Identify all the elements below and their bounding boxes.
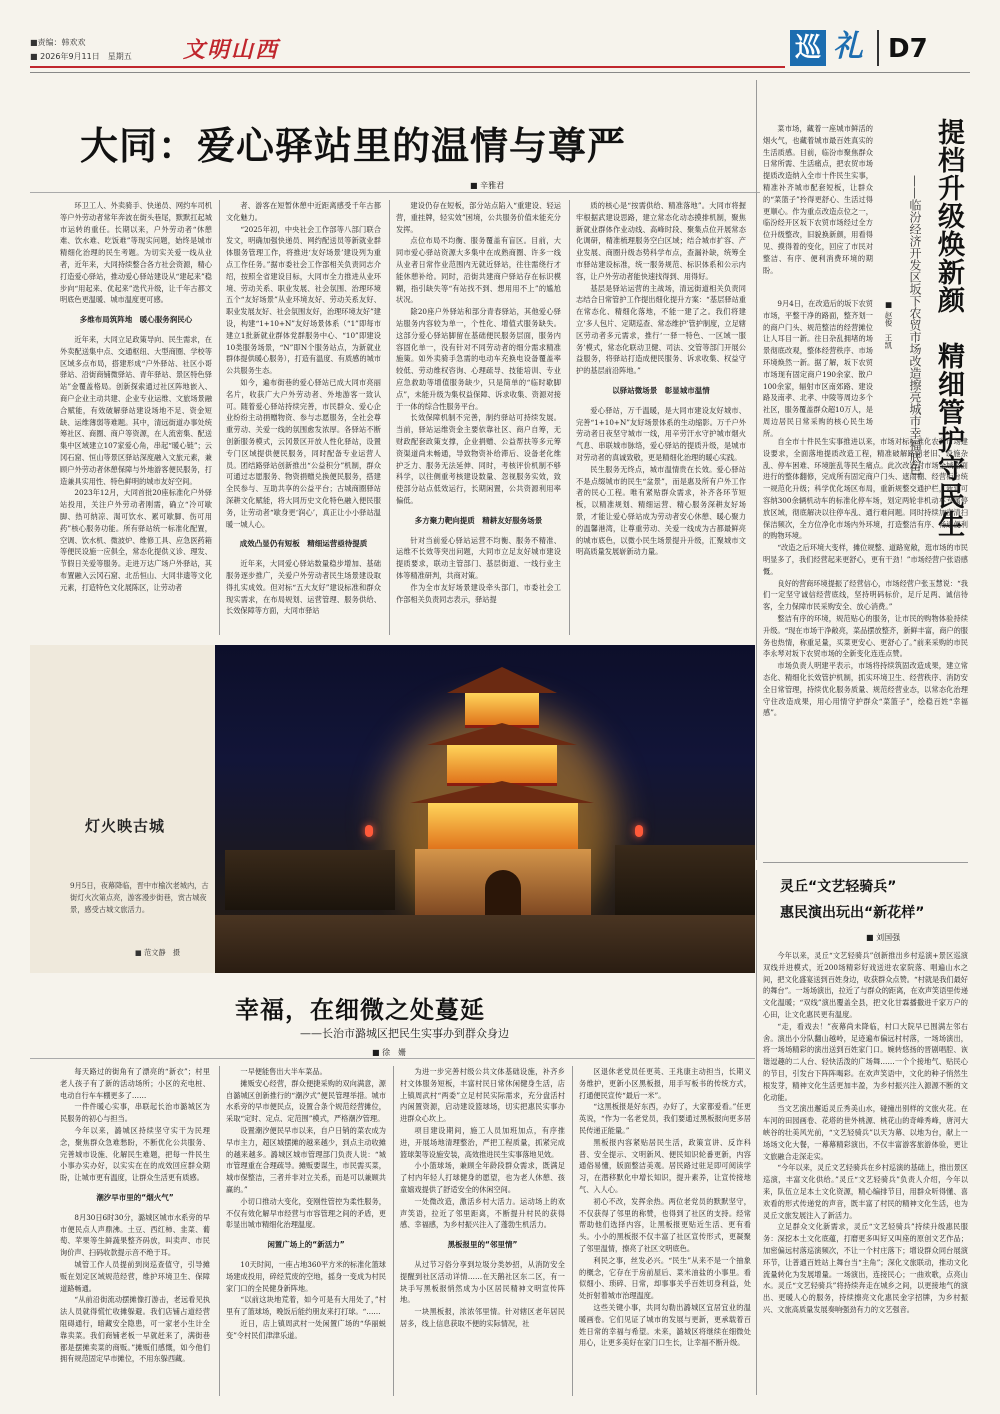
issue-date: ■ 2026年9月11日 星期五: [30, 52, 132, 61]
article3-para: 立足群众文化新需求，灵丘“文艺轻骑兵”持续升级惠民服务：深挖本土文化底蕴，打磨更多叫好又叫座的原创文艺作品；加密偏远村落巡演频次，不让一个村庄落下；增设群众同台展演环节，让普通百姓站上舞台当“主角”；深化文旅联动，推动文化流量转化为发展增量。一场演出，连接民心；一曲欢歌，点亮山水。灵丘“文艺轻骑兵”将持续奔走在城乡之间，以更接地气的演出、更暖人心的服务，持续擦亮文化惠民金字招牌，为乡村振兴、文旅高质量发展奏响强劲有力的文艺强音。: [763, 1222, 968, 1314]
section-mark-b: 礼: [833, 29, 863, 64]
sidebar-subtitle: ——临汾经济开发区坂下农贸市场改造擦亮城市幸福底色: [908, 175, 922, 475]
article2-subtitle: ——长治市潞城区把民生实事办到群众身边: [300, 1027, 509, 1040]
article2-col2-para: 近日，店上镇周武村一处闲置广场的“华丽蜕变”令村民们津津乐道。: [226, 1318, 386, 1340]
article3-title-line2: 惠民演出玩出“新花样”: [780, 905, 925, 921]
article1-col1-para: 近年来，大同立足政策导向、民生需求，在外卖配送集中点、交通枢纽、大型商圈、学校等区域多点布局，搭建形成“户外驿站、社区小哥驿站、沿街商铺微驿站、青年驿站、景区特色驿站”金覆盖格局。创新探索通过社区阵地嵌入、商户企业主动共建、企业专业运维、文旅场景融合赋能，有效破解驿站建设场地不足、资金短缺、运维薄弱等难题。其中，清远街道办事处统筹社区、商圈、商户等资源，在人流密集、配送集中区域建立107家爱心角，串起“暖心链”；云冈石窟、恒山等景区驿站深度融入文旅元素，兼顾户外劳动者休憩保障与外地游客便民服务，打造兼具实用性、特色鲜明的城市友好空间。: [60, 334, 212, 486]
article2-col3: [400, 1066, 565, 1396]
article1-col3-para: 点位布局不均衡、服务覆盖有盲区。目前，大同市爱心驿站资源大多集中在成熟商圈、许多一线从业者日常作业范围内无就近驿站，往往需绕行才能休憩补给。同时，沿街共建商户驿站存在标识模糊，指引缺失等“有站找不到、想用用不上”的尴尬状况。: [396, 236, 561, 305]
sidebar-para: “改造之后环境大变样，摊位规整、道路宽敞，逛市场的市民明显多了，我们经营起来更舒心，更有干劲！”市场经营户张语感慨。: [763, 543, 968, 576]
article2-col2-para: 摊贩安心经营，群众便捷采购的双向满意，源自潞城区创新推行的“潮汐式”便民管理举措。城市水系旁的早市便民点，设置合条个规范经营摊位，采取“定时、定点、定范围”模式，严格潮汐管理。: [226, 1078, 386, 1124]
article2-col2-para: 一早便能售出大半车菜品。: [240, 1067, 327, 1076]
article2-col3-para: 从过节习俗分享到垃圾分类妙招，从消防安全提醒到社区活动详情……在天鹅社区东二区，有一块手写黑板报悄然成为小区居民精神文明宣传阵地。: [400, 1259, 565, 1305]
article2-col3-para: 为进一步完善村级公共文体基础设施，补齐乡村文体服务短板，丰富村民日常休闲健身生活，店上镇周武村“两委”立足村民实际需求，充分盘活村内闲置资源，启动建设篮球场，切实把惠民实事办进群众心坎上。: [400, 1067, 565, 1124]
editor-credit: ■责编：韩欢欢: [30, 38, 86, 47]
article2-subhead-2: 闲置广场上的“新活力”: [267, 1240, 345, 1250]
article1-author: ■ 辛雅君: [470, 181, 505, 190]
article1-col2: [226, 200, 381, 635]
article1-subhead-3: 多方聚力靶向提质 精耕友好服务场景: [414, 515, 543, 525]
sidebar-col-c: [763, 436, 968, 856]
article2-col3-para: 项目建设期间，施工人员加班加点，有序推进，开展场地清理整治，严把工程质量，抓紧完成篮球架等设施安装，高效推进民生实事落地见效。: [400, 1125, 565, 1159]
sidebar-col-a: [763, 123, 873, 291]
article2-subhead-1: 潮汐早市里的“烟火气”: [96, 1192, 174, 1202]
article2-col2-para: “以前这块地荒着，如今可是有大用处了，”村里有了篮球场，晚饭后能约朋友来打打球。“……: [226, 1295, 386, 1317]
article2-subhead-3: 黑板报里的“邻里情”: [447, 1240, 518, 1250]
article2-col4-para: 黑板报内容紧贴居民生活，政策宣讲、反诈科普、安全提示、文明新风、便民知识轮番更新，内容通俗易懂，版面整洁美观。居民路过驻足即可阅读学习，在潜移默化中增长知识，提升素养，让宣传接地气、入人心。: [579, 1137, 751, 1194]
article2-title: 幸福，在细微之处蔓延: [235, 996, 485, 1024]
article2-col4: [579, 1066, 751, 1396]
photo-title: 灯火映古城: [85, 817, 166, 835]
article2-col4-para: 初心不改，发挥余热。两位老党员的默默坚守，不仅获得了邻里的称赞，也得到了社区的支持。经常帮助他们选择内容，让黑板报更贴近生活、更有看头。小小的黑板报不仅丰富了社区宣传形式，更凝聚了邻里温情，擦亮了社区文明底色。: [579, 1196, 751, 1253]
article2-col1-para: 今年以来，潞城区持续坚守实干为民理念，聚焦群众急难愁盼，不断优化公共服务、完善城市设施、化解民生难题，把每一件民生小事办实办好，以实实在在的成效回应群众期盼，让城市更有温度，让群众生活更有质感。: [60, 1125, 210, 1183]
article1-col2-para: 如今，遍布街巷的爱心驿站已成大同市亮丽名片，收获广大户外劳动者、外地游客一致认可。随着爱心驿站持续完善，市民群众、爱心企业纷纷主动捐赠物资、参与志愿服务，全社会尊重劳动、关爱一线的氛围愈发浓厚。各驿站不断创新服务模式，云冈景区开放人性化驿站，设置专门区域提供便民服务，同时配备专业运营人员。团结路驿站创新推出“公益积分”机制，群众可通过志愿服务、物资捐赠兑换便民服务，搭建全民参与、互助共享的公益平台；古城商圈驿站深耕文化赋能，将大同历史文化特色融入便民服务，让劳动者“歇身更‘润心’，真正让小小驿站温暖一城人心。: [226, 377, 381, 529]
photo-caption: 9月5日，夜幕降临，晋中市榆次老城内，古街灯火次第点亮，游客漫步街巷，赏古城夜景，感受古城文旅活力。: [70, 881, 209, 914]
article3-title-line1: 灵丘“文艺轻骑兵”: [780, 879, 897, 895]
article1-col4-para: 爱心驿站，万千温暖，是大同市建设友好城市、完善“1+10+N”友好场景体系的生动缩影。万千户外劳动者日夜坚守城市一线，用辛劳汗水守护城市烟火气息、串联城市脉络，爱心驿站的提质升级，是城市对劳动者的真诚致敬，更是精细化治理的暖心实践。: [576, 405, 746, 462]
article1-col4-para: 基层是驿站运营的主战场，清远街道相关负责同志结合日常管护工作提出细化提升方案：“基层驿站重在常态化、精细化落地，不能一建了之。我们将建立‘多人包片、定期巡查、常态维护’管护制度，立足辖区劳动者多元需求，推行‘一驿一特色、一区域一服务’模式，常态化联动卫健、司法、交管等部门开展公益服务，将驿站打造成便民服务、诉求收集、权益守护的基层前沿阵地。”: [576, 283, 746, 376]
article1-subhead-2: 成效凸显仍有短板 精细运营亟待提质: [239, 539, 368, 549]
article1-col3-para: 作为全市友好场景建设牵头部门，市委社会工作部相关负责同志表示，驿站提: [396, 582, 561, 604]
page-number: D7: [888, 34, 928, 64]
article2-col2-para: 小切口推动大变化，变刚性管控为柔性服务，不仅有效化解早市经营与市容管理之间的矛盾，更彰显出城市精细化治理温度。: [226, 1196, 386, 1230]
article1-title: 大同：爱心驿站里的温情与尊严: [80, 124, 627, 168]
article1-col4-para: 质的核心是“按需供给、精准落地”。大同市将握牢根据武建设思路，建立常态化动态摸排机制，聚焦新就业群体作业动线、高峰时段、聚集点位开展常态化调研，精准梳理服务空白区域；结合城市扩容、产业发展、商圈升级态势科学布点，查漏补缺，统筹全市驿站建设标准，统一服务规范、标识体系和公示内容，让户外劳动者能快速找得到、用得好。: [576, 201, 746, 281]
article3-author: ■ 刘国强: [866, 933, 901, 942]
article1-col3: [396, 200, 561, 635]
article2-col3-para: 一块黑板报，浓浓邻里情。针对辖区老年居民居多，线上信息获取不便的实际情况，社: [400, 1307, 565, 1328]
article2-col3-para: 一处微改造，激活乡村大活力。运动场上的欢声笑语，拉近了邻里距离，不断提升村民的获得感、幸福感，为乡村振兴注入了蓬勃生机活力。: [400, 1196, 565, 1230]
article3-col: [763, 950, 968, 1380]
sidebar-para: 9月4日，在改造后的坂下农贸市场，平整干净的路面，整齐划一的商户门头、规范整洁的经营摊位让人耳目一新。往日杂乱拥堵的场景彻底改观，整体经营秩序、市场环境焕然一新。据了解，坂下农贸市场现有固定商户190余家、散户100余家，辐射市区南郊路、建设路及南孝、北孝、中陵等周边多个社区，服务覆盖群众超10万人，是周边居民日常采购的核心民生场所。: [763, 299, 873, 438]
article2-col4-para: 区退休老党员任更英、王兆康主动担当，长期义务维护，更新小区黑板报，用手写板书的传统方式，打通便民宣传“最后一米”。: [579, 1067, 751, 1100]
article2-col1-para: “从前沿街流动摆摊像打游击，老远看见执法人员就得慌忙收摊躲避。我们店铺占道经营阻碍通行，暗藏安全隐患，可一家老小生计全靠卖菜。我们商铺老板一早就赶来了，满街巷都是摆摊卖菜的商贩。”摊贩们感慨，如今他们拥有规范固定早市摊位，不用东躲西藏。: [60, 1295, 210, 1364]
article2-col1-para: 城管工作人员提前到岗巡查值守，引导摊贩在划定区域规范经营，维护环境卫生、保障道路畅通。: [60, 1259, 210, 1293]
sidebar-para: 整洁有序的环境，规范贴心的服务，让市民的购物体验持续升级。“现在市场干净敞亮，菜品摆放整齐，新鲜丰富，商户的服务也热情，称重足量，买菜更安心、更舒心了。”前来采购的市民李永琴对坂下农贸市场的全新变化连连点赞。: [763, 613, 968, 659]
article2-col4-para: 这些关键小事，共同勾勒出潞城区宜居宜业的温暖画卷。它们见证了城市的发展与更新，更承载着百姓日常的幸福与希望。未来，潞城区将继续在细微处用心，让更多美好在家门口生长，让幸福不断升级。: [579, 1302, 751, 1348]
article3-para: “走，看戏去！”夜幕尚未降临，村口大院早已围满左邻右舍。演出小分队翻山越岭，足迹遍布偏远村村落，一场场演出，将一场场精彩的演出送到百姓家门口。婉转悠扬的晋剧唱腔、诙谐逗趣的二人台、轻快活泼的广场舞……一个个接地气、贴民心的节目，引发台下阵阵喝彩。在欢声笑语中，文化的种子悄然生根发芽，精神文化生活更加丰盈，为乡村振兴注入源源不断的文化动能。: [763, 1021, 968, 1102]
sidebar-author: ■ 赵俊 王凯: [884, 300, 893, 349]
section-mark-a: 巡: [790, 30, 826, 66]
article2-author: ■ 徐 姗: [372, 1048, 407, 1057]
sidebar-title: 提档升级焕新颜 精细管护守民生: [933, 118, 964, 538]
article1-col3-para: 除20座户外驿站和部分青春驿站，其他爱心驿站服务内容较为单一，个性化、增值式服务缺失。这部分爱心驿站脚留在基础便民服务层面，服务内容固化单一，没有针对不同劳动者的细分需求精准施策。如外卖骑手急需的电动车充换电设备覆盖率较低、劳动维权咨询、心理疏导、技能培训、专业应急救助等增值服务缺少，只是简单的“临时歇脚点”，未能升级为集权益保障、诉求收集、资源对接于一体的综合性服务平台。: [396, 307, 561, 411]
article1-col4: [576, 200, 746, 635]
article2-col1: [60, 1066, 210, 1396]
article1-subhead-4: 以驿站微场景 彰显城市温情: [612, 385, 710, 395]
article1-col1-para: 环卫工人、外卖骑手、快递员、网约车司机等户外劳动者常年奔波在街头巷尾，默默扛起城市运转的重任。长期以来，户外劳动者“休憩难、饮水难、吃饭难”等现实问题，始终是城市精细化治理的民生考题。为切实关爱一线从业者，近年来，大同持续整合各方社会资源，精心打造爱心驿站，推动爱心驿站建设从“建起来”稳步向“用起来、优起来”迭代升级，让千年古都文明底色更温暖、城市温度更可感。: [60, 201, 212, 305]
brand-logo: 文明山西: [183, 37, 280, 63]
article1-col2-para: 者、游客在短暂休憩中近距离感受千年古都文化魅力。: [226, 201, 381, 222]
sidebar-para: 自全市十件民生实事推进以来，市场对标标准化农贸市场建设要求，全面落地提质改造工程，精准破解路面老旧、设施杂乱、停车困难、环境脏乱等民生痛点。此次改造对市场全域路面进行的整体翻修，完成所有固定商户门头、遮雨棚、经营柜台统一规范化升级；科学优化场区布局，重新规整交通护栏，新建可容纳300余辆机动车的标准化停车场，划定两轮非机动车专属停放区域，彻底解决以往停车乱、通行难问题。同时持续加密清扫保洁频次，全方位净化市场内外环境，打造整洁有序、畅通便利的购物环境。: [763, 437, 968, 541]
header-rule: [30, 66, 785, 68]
article2-col3-para: 小小篮球场，兼顾全年龄段群众需求，既满足了村内年轻人打球健身的愿望，也为老人休憩、孩童嬉戏提供了舒适安全的休闲空间。: [400, 1161, 565, 1194]
sidebar-para: 良好的营商环境提振了经营信心，市场经营户张玉慧说：“我们一定坚守诚信经营底线，坚持明码标价，足斤足两、诚信待客，全力保障市民采购安全、放心消费。”: [763, 578, 968, 612]
article3-para: “今年以来，灵丘文艺轻骑兵在乡村巡演的基础上，推出景区巡演，丰富文化供给。”灵丘“文艺轻骑兵”负责人介绍，今年以来，队伍立足本土文化资源，精心编排节目，用群众听得懂、喜欢看的形式传递党的声音，既丰富了村民的精神文化生活，也为灵丘文旅发展注入了新活力。: [763, 1163, 968, 1220]
photo-credit: ■ 范文静 摄: [135, 948, 181, 957]
article2-col4-para: 利民之事，丝发必兴。“民生”从来不是一个抽象的概念，它存在于房前屋后、菜米油盐的小事里。看似细小、琐碎、日常，却事事关乎百姓切身利益，处处折射着城市治理温度。: [579, 1255, 751, 1301]
article2-col1-para: 一件件暖心实事，串联起长治市潞城区为民服务的初心与担当。: [60, 1102, 210, 1124]
sidebar-para: 菜市场，藏着一座城市鲜活的烟火气，也藏着城市最百姓真实的生活质感。目前，临汾市聚焦群众日常所需、生活痛点，把农贸市场提质改造纳入全市十件民生实事，精准补齐城市配套短板，让群众的“菜篮子”拎得更舒心、生活过得更顺心。作为重点改造点位之一，临汾经开区坂下农贸市场经过全方位升级整改，旧貌换新颜，用看得见、摸得着的变化，回应了市民对整洁、有序、便利消费环境的期盼。: [763, 124, 873, 275]
article2-col2-para: 10天时间，一座占地360平方米的标准化篮球场建成投用，碎经荒废的空地，摇身一变成为村民家门口的全民健身新阵地。: [226, 1259, 386, 1293]
article2-col2-para: 设置潮汐便民早市以来，自户日销的菜农成为早市主力，超区城摆摊的越来越少，到点主动收摊的越来越多。潞城区城市管理部门负责人说：“城市管理重在合理疏导。摊贩要谋生，市民需买菜，城市保整洁，三者并非对立关系，而是可以兼顾共赢的。”: [226, 1125, 386, 1194]
article3-para: 当文艺演出邂逅灵丘秀美山水，碰撞出别样的文旅火花。在车河的田园画卷、花塔的世外桃源、桃花山的奇峰秀峰，唐河大峡谷的壮美风光前，“文艺轻骑兵”以天为幕、以地为台，献上一场场文化大餐，一幕幕精彩演出，不仅丰富游客旅游体验，更让文旅融合走深走实。: [763, 1104, 968, 1161]
photo-caption-panel: [30, 645, 215, 973]
article2-col1-para: 每天路过的街角有了漂亮的“新衣”；村里老人孩子有了新的活动场所；小区的充电桩、电动自行车车棚更多了……: [60, 1067, 210, 1100]
article1-col1: [60, 200, 212, 635]
article1-col1-para: 2023年12月，大同首批20座标准化户外驿站投用，关注户外劳动者刚需，确立“冷可歇脚、热可纳凉、渴可饮水、累可歇脚、伤可用药”核心服务功能。所有驿站统一标准化配置，空调、饮水机、微波炉、维修工具、应急医药箱等便民设施一应俱全，常态化提供义诊、理发、节假日关爱等服务。走进万达广场户外驿站，其布置融入云冈石窟、北岳恒山、大同非遗等文化元素，打造特色文化展陈区，让劳动者: [60, 488, 212, 592]
sidebar-para: 市场负责人明建平表示，市场将持续筑固改造成果，建立常态化、精细化长效管护机制，抓实环境卫生、经营秩序、消防安全日常管理，持续优化服务质量、规范经营业态，以常态化治理守住改造成果，用心用情守护群众“菜篮子”，绘稳百姓“幸福感”。: [763, 661, 968, 718]
article3-para: 今年以来，灵丘“文艺轻骑兵”创新推出乡村巡演+景区巡演双线并进模式，近200场精彩好戏送进农家院落、唱遍山水之间，把文化盛宴送到百姓身边，收获群众点赞。“村就是我们最好的舞台”。一场场演出，拉近了与群众的距离，在欢声笑语里传递文化温暖；“双线”演出覆盖全县，把文化甘霖播撒进千家万户的心田，让文化惠民更有温度。: [763, 951, 968, 1019]
article1-col2-para: “2025年初，中央社会工作部等八部门联合发文，明确加强快递员、网约配送员等新就业群体服务管理工作，将推进‘友好场景’建设列为重点工作任务。”据市委社会工作部相关负责同志介绍，按照全省建设目标，大同市全力推进从业环境、劳动关系、职业发展、社会氛围、治理环境五个“友好场景”从业环境友好、劳动关系友好、职业发展友好、社会氛围友好，治理环境友好”建设，构建“1+10+N”友好场景体系（“1”即每市建立1批新就业群体党群服务中心、“10”即建设10类服务场景，“N”即N个服务站点，为新就业群体提供暖心服务），打造有温度、有质感的城市公共服务生态。: [226, 224, 381, 376]
article1-col2-para: 近年来，大同爱心驿站数量稳步增加、基础服务逐步推广，关爱户外劳动者民生场景建设取得扎实成效。但对标“五大友好”建设标准和群众现实需求，在布局规划、运营管理、服务供给、长效保障等方面，大同市驿站: [226, 559, 381, 616]
article2-col4-para: “这黑板报是好东西，办好了，大家都爱看。”任更英说，“作为一名老党员，我们要通过黑板报向更多居民传递正能量。”: [579, 1102, 751, 1135]
article1-col4-para: 民生服务无终点，城市温情贵在长效。爱心驿站不是点缀城市的民生“盆景”，而是惠及所有户外工作者的民心工程。唯有紧贴群众需求，补齐各环节短板，以精准规划、精细运营、精心服务深耕友好场景，才能让爱心驿站成为劳动者安心休憩、暖心聚力的温馨港湾，让尊重劳动、关爱一线成为古都最鲜亮的城市底色，以微小民生场景提升升级，汇聚城市文明高质量发展崭新动力量。: [576, 464, 746, 557]
article2-col1-para: 8月30日6时30分，潞城区城市水系旁的早市便民点人声鼎沸。土豆、西红柿、韭菜、葡萄、苹果等生鲜蔬果整齐码放，叫卖声、市民询价声、扫码收款提示音不绝于耳。: [60, 1212, 210, 1258]
photo-night-tower: [215, 645, 755, 973]
article2-col2: [226, 1066, 386, 1396]
article1-col3-para: 针对当前爱心驿站运营不均衡、服务不精准、运维不长效等突出问题，大同市立足友好城市建设提质要求，联动主管部门、基层街道、一线行业主体等精准研判，共商对策。: [396, 535, 561, 580]
article1-subhead-1: 多维布局筑阵地 暖心服务润民心: [79, 315, 193, 325]
article1-col3-para: 建设仍存在短板，部分站点陷入“重建设、轻运营，重挂牌，轻实效”困境，公共服务价值未能充分发挥。: [396, 201, 561, 234]
article1-col3-para: 长效保障机制不完善，制约驿站可持续发展。当前，驿站运维资金主要依靠社区、商户自筹，无财政配套政策支撑，企业捐赠、公益帮扶等多元筹资渠道尚未畅通，导致物资补给滞后、设备老化维护乏力、服务无法延伸、同时，考核评价机制不够科学，以往侧重考核建设数量、忽视服务实效，致使部分站点低效运行，长期闲置，公共资源利用率偏低。: [396, 413, 561, 505]
